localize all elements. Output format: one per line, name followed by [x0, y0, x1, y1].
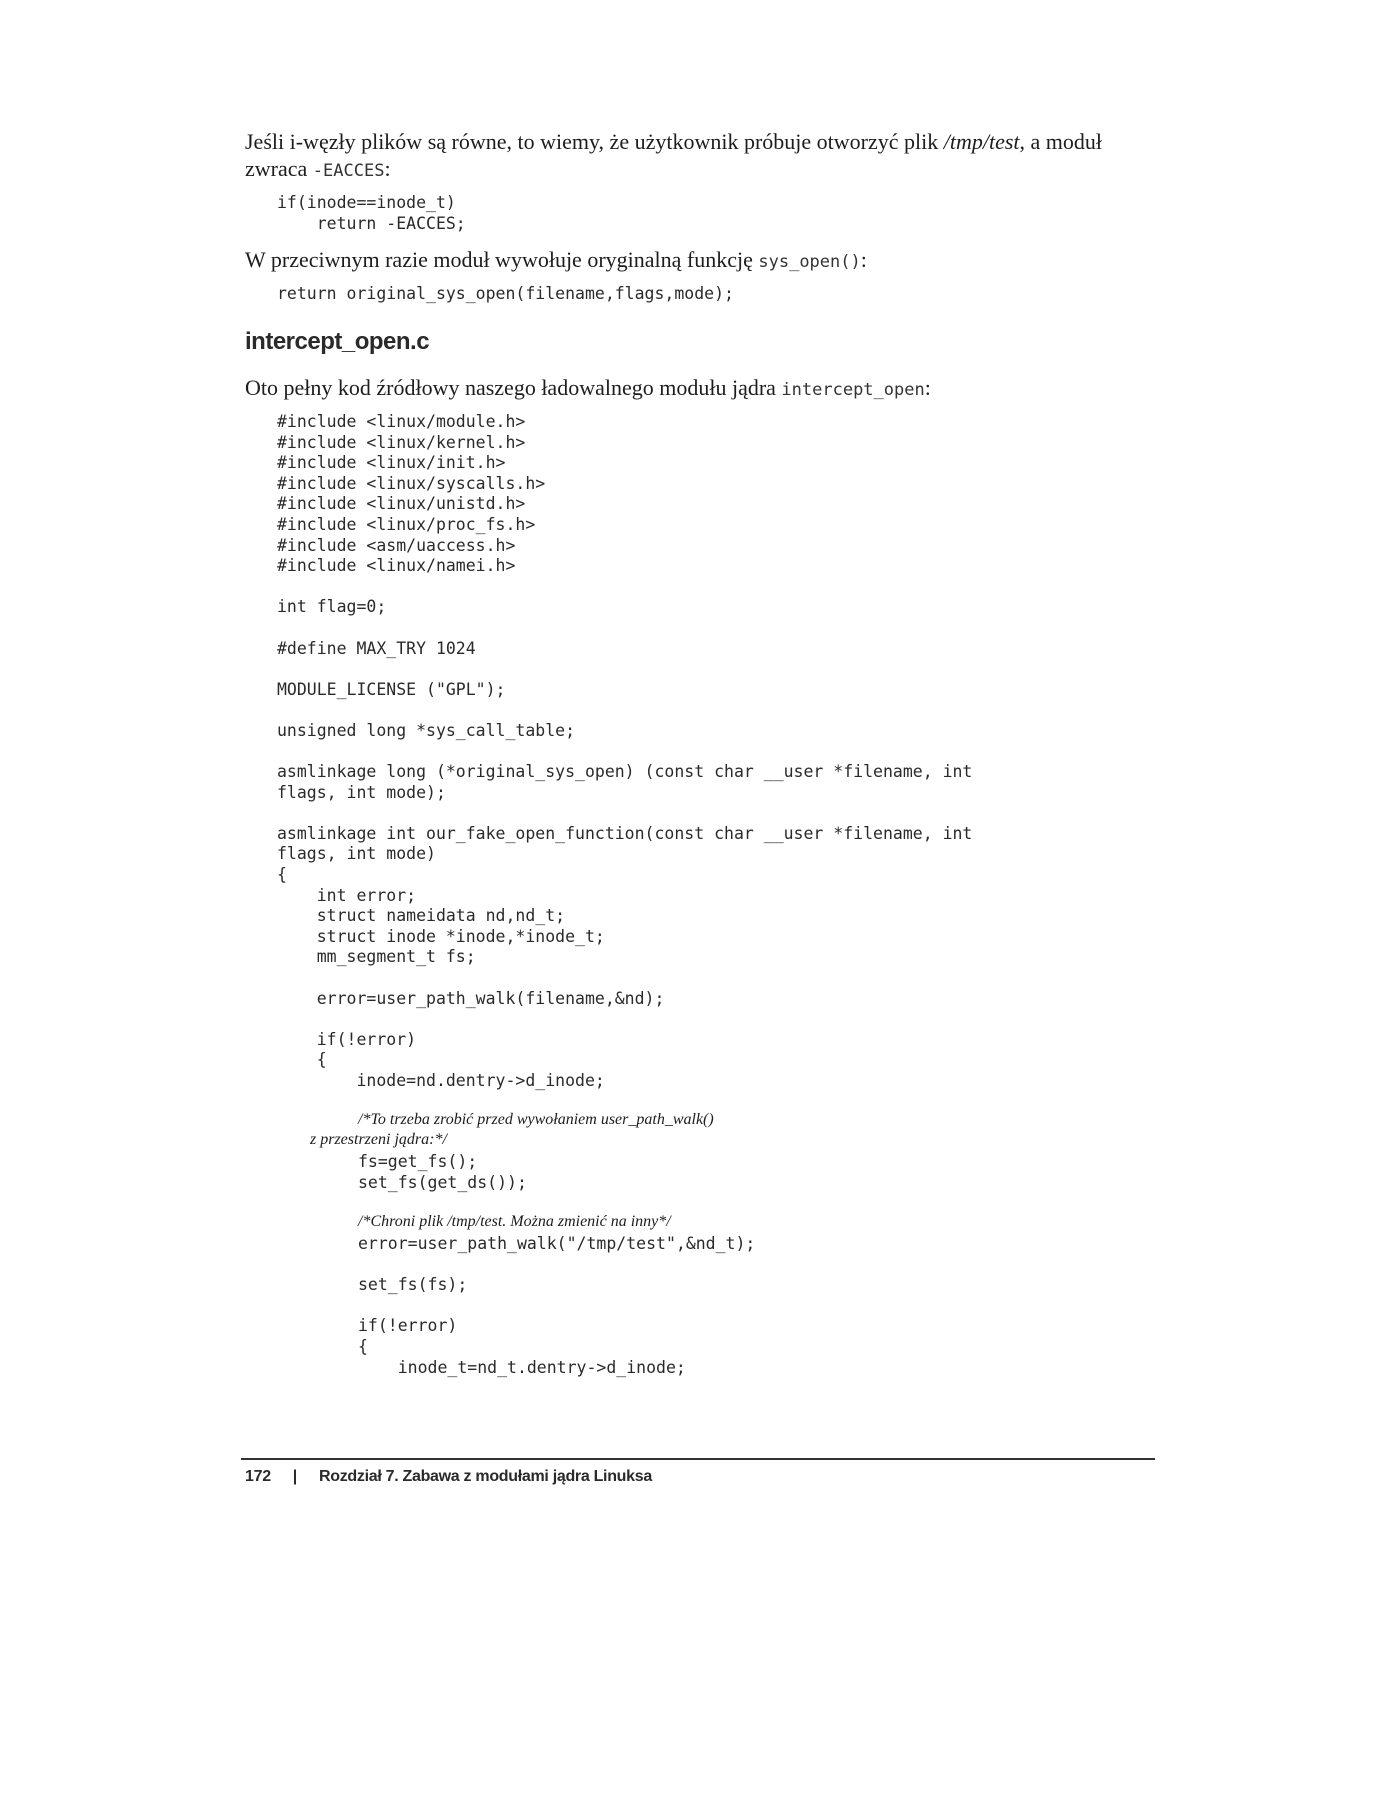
code-line: #include <linux/module.h>	[277, 412, 526, 431]
page-number: 172	[245, 1468, 271, 1485]
code-line: flags, int mode);	[277, 782, 446, 802]
intro-text-end: , a moduł	[1019, 129, 1103, 154]
code-line: return -EACCES;	[277, 213, 466, 233]
code-line: #define MAX_TRY 1024	[277, 638, 476, 658]
code-line: asmlinkage long (*original_sys_open) (const char __user *filename, int	[277, 762, 973, 782]
code-comment-line: /*To trzeba zrobić przed wywołaniem user_path_walk()	[358, 1111, 714, 1128]
code-line: #include <linux/proc_fs.h>	[277, 514, 536, 534]
code-line	[277, 968, 972, 989]
para2-code: sys_open()	[758, 252, 861, 272]
code-line: int flag=0;	[277, 597, 387, 617]
para2-text: W przeciwnym razie moduł wywołuje oryginalną funkcję	[245, 247, 759, 272]
fallback-paragraph	[245, 246, 1165, 276]
section-heading: intercept_open.c	[245, 328, 430, 355]
code-line: if(!error)	[277, 1029, 417, 1049]
para3-code: intercept_open	[781, 380, 925, 400]
code-line: flags, int mode)	[277, 844, 436, 864]
intro-path: /tmp/test	[943, 129, 1020, 154]
code-line: inode_t=nd_t.dentry->d_inode;	[358, 1357, 686, 1377]
code-line: {	[358, 1336, 368, 1356]
code-line	[277, 803, 972, 824]
code-comment-line: /*Chroni plik /tmp/test. Można zmienić na inny*/	[358, 1213, 671, 1230]
code-line: #include <asm/uaccess.h>	[277, 535, 516, 555]
code-line: inode=nd.dentry->d_inode;	[277, 1071, 605, 1090]
code-line: int error;	[277, 885, 417, 905]
code-line: error=user_path_walk("/tmp/test",&nd_t);	[358, 1234, 756, 1253]
code-line: {	[277, 865, 287, 885]
code-line: mm_segment_t fs;	[277, 947, 476, 967]
code-line: set_fs(fs);	[358, 1275, 468, 1295]
source-intro-paragraph	[245, 374, 1165, 404]
code-block-5	[358, 1234, 755, 1378]
code-block-2	[277, 284, 734, 305]
para3-text: Oto pełny kod źródłowy naszego ładowalnego modułu jądra	[245, 375, 782, 400]
code-block-3	[277, 412, 972, 1092]
footer-rule	[241, 1458, 1155, 1460]
code-line: MODULE_LICENSE ("GPL");	[277, 679, 506, 699]
code-line	[277, 577, 972, 598]
code-line: #include <linux/init.h>	[277, 453, 506, 473]
code-line: {	[277, 1050, 327, 1070]
para3-colon: :	[924, 375, 931, 400]
intro-text-2: zwraca	[245, 156, 313, 181]
code-line	[277, 659, 972, 680]
code-block-4	[358, 1152, 527, 1193]
intro-paragraph	[245, 128, 1165, 185]
code-line: #include <linux/kernel.h>	[277, 432, 526, 452]
code-line: error=user_path_walk(filename,&nd);	[277, 988, 665, 1008]
para2-colon: :	[860, 247, 867, 272]
page-footer	[245, 1468, 652, 1486]
code-line	[277, 742, 972, 763]
footer-separator: |	[292, 1468, 297, 1485]
code-line: if(!error)	[358, 1316, 458, 1336]
code-line: unsigned long *sys_call_table;	[277, 720, 576, 740]
code-line	[277, 618, 972, 639]
code-block-1	[277, 193, 466, 234]
intro-colon: :	[384, 156, 391, 181]
code-line: struct inode *inode,*inode_t;	[277, 926, 605, 946]
code-line	[358, 1296, 755, 1317]
chapter-title: Rozdział 7. Zabawa z modułami jądra Linuksa	[318, 1468, 652, 1485]
code-comment-line: z przestrzeni jądra:*/	[310, 1131, 447, 1148]
code-line: return original_sys_open(filename,flags,mode);	[277, 284, 734, 303]
code-line: set_fs(get_ds());	[358, 1172, 527, 1192]
intro-code: -EACCES	[312, 161, 385, 181]
code-line: #include <linux/syscalls.h>	[277, 473, 546, 493]
code-line: asmlinkage int our_fake_open_function(const char __user *filename, int	[277, 823, 973, 843]
code-line	[277, 700, 972, 721]
code-line	[358, 1255, 755, 1276]
code-line: struct nameidata nd,nd_t;	[277, 906, 566, 926]
code-line	[277, 1009, 972, 1030]
intro-text: Jeśli i-węzły plików są równe, to wiemy, że użytkownik próbuje otworzyć plik	[245, 129, 944, 154]
code-line: if(inode==inode_t)	[277, 193, 456, 212]
code-line: fs=get_fs();	[358, 1152, 478, 1171]
code-line: #include <linux/namei.h>	[277, 556, 516, 576]
code-line: #include <linux/unistd.h>	[277, 494, 526, 514]
